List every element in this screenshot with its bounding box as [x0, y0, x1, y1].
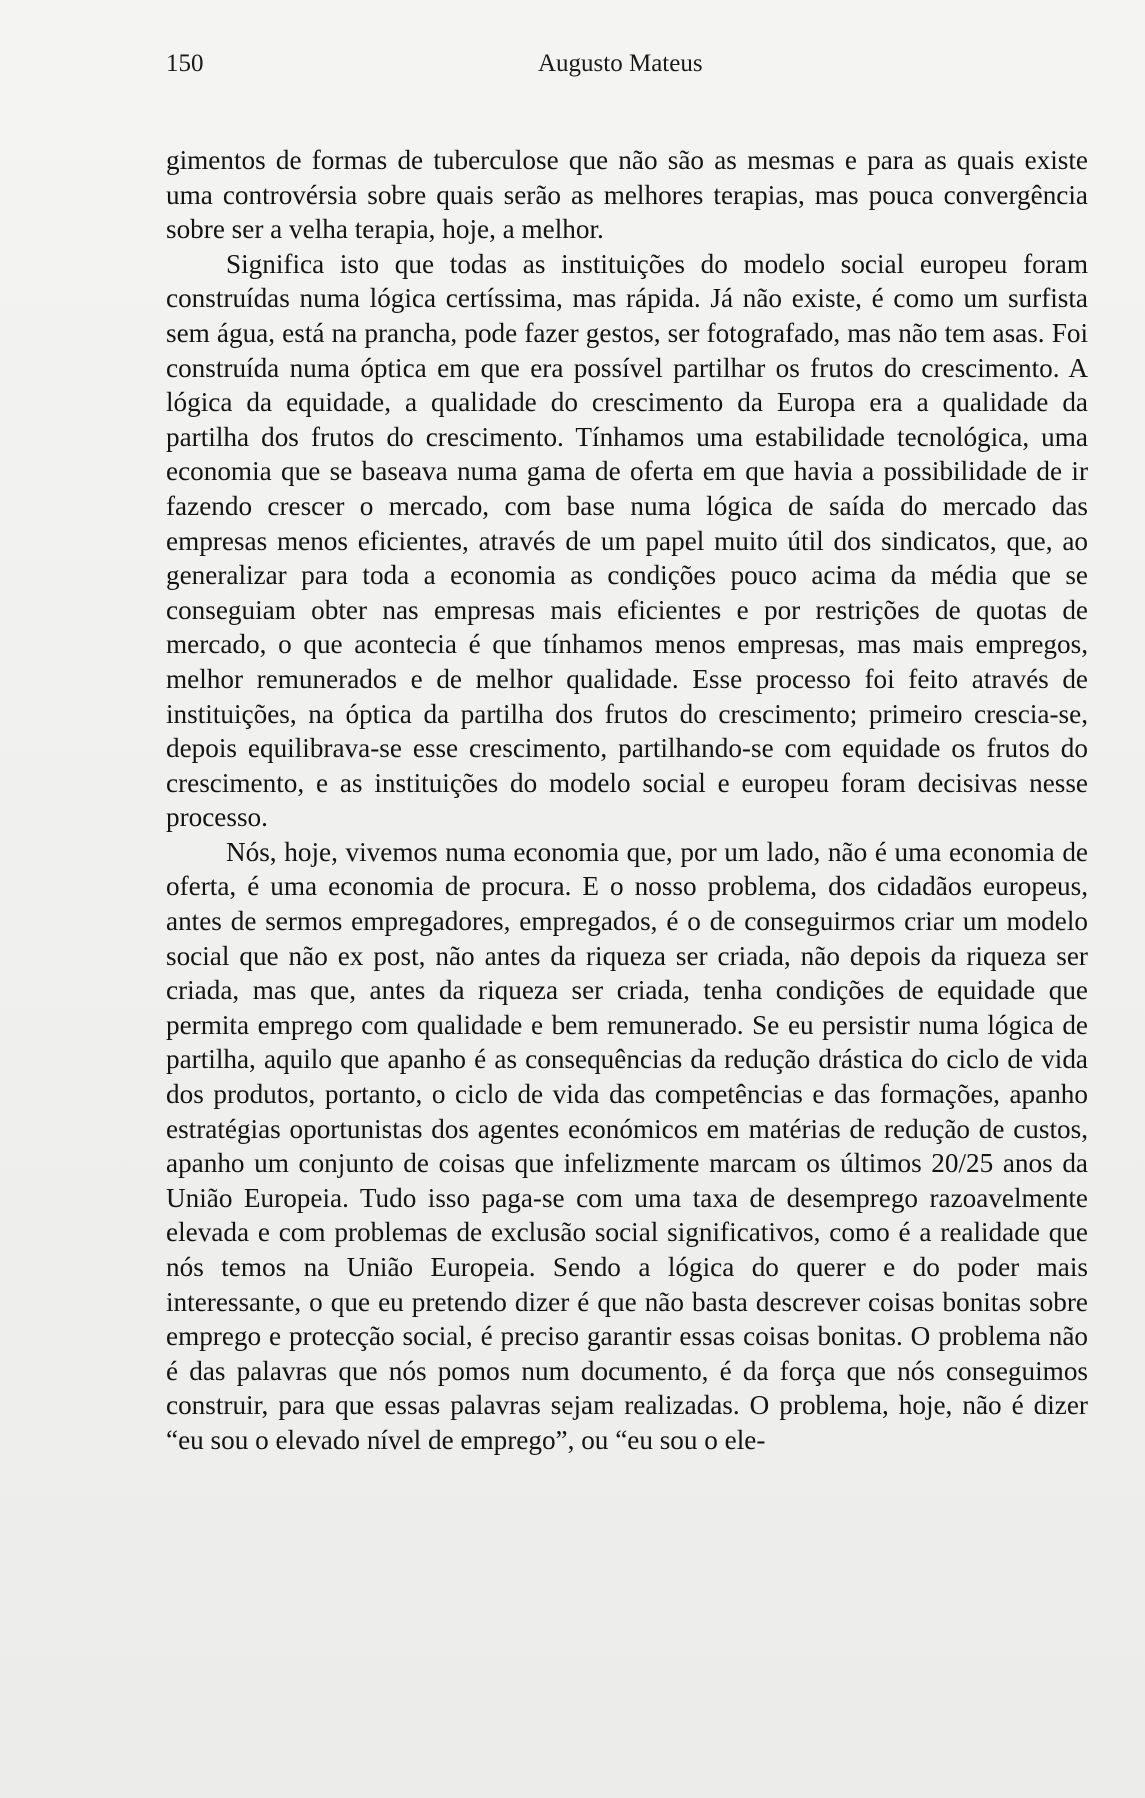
paragraph: Nós, hoje, vivemos numa economia que, por um lado, não é uma economia de oferta, é uma economia de procura. E o nosso problema, dos cidadãos europeus, antes de sermos empregadores, empregados, é o de conseguirmos criar um modelo social que não ex post, não antes da riqueza ser criada, não depois da riqueza ser criada, mas que, antes da riqueza ser criada, tenha condições de equidade que permita emprego com qualidade e bem remunerado. Se eu persistir numa lógica de partilha, aquilo que apanho é as consequências da redução drástica do ciclo de vida dos produtos, portanto, o ciclo de vida das competências e das formações, apanho estratégias oportunistas dos agentes económicos em matérias de redução de custos, apanho um conjunto de coisas que infelizmente marcam os últimos 20/25 anos da União Europeia. Tudo isso paga-se com uma taxa de desemprego razoavelmente elevada e com problemas de exclusão social significativos, como é a realidade que nós temos na União Europeia. Sendo a lógica do querer e do poder mais interessante, o que eu pretendo dizer é que não basta descrever coisas bonitas sobre emprego e protecção social, é preciso garantir essas coisas bonitas. O problema não é das palavras que nós pomos num documento, é da força que nós conseguimos construir, para que essas palavras sejam realizadas. O problema, hoje, não é dizer “eu sou o elevado nível de emprego”, ou “eu sou o ele- — [166, 836, 1088, 1455]
paragraph-continuation: gimentos de formas de tuberculose que não são as mesmas e para as quais existe uma controvérsia sobre quais serão as melhores terapias, mas pouca convergência sobre ser a velha terapia, hoje, a melhor. — [166, 145, 1088, 245]
running-head: Augusto Mateus — [538, 50, 703, 77]
paragraph: Significa isto que todas as instituições do modelo social europeu foram construídas numa lógica certíssima, mas rápida. Já não existe, é como um surfista sem água, está na prancha, pode fazer gestos, ser fotografado, mas não tem asas. Foi construída numa óptica em que era possível partilhar os frutos do crescimento. A lógica da equidade, a qualidade do crescimento da Europa era a qualidade da partilha dos frutos do crescimento. Tínhamos uma estabilidade tecnológica, uma economia que se baseava numa gama de oferta em que havia a possibilidade de ir fazendo crescer o mercado, com base numa lógica de saída do mercado das empresas menos eficientes, através de um papel muito útil dos sindicatos, que, ao generalizar para toda a economia as condições pouco acima da média que se conseguiam obter nas empresas mais eficientes e por restrições de quotas de mercado, o que acontecia é que tínhamos menos empresas, mas mais empregos, melhor remunerados e de melhor qualidade. Esse processo foi feito através de instituições, na óptica da partilha dos frutos do crescimento; primeiro crescia-se, depois equilibrava-se esse crescimento, partilhando-se com equidade os frutos do crescimento, e as instituições do modelo social e europeu foram decisivas nesse processo. — [166, 248, 1088, 833]
page-number: 150 — [166, 50, 204, 77]
body-text — [166, 143, 1088, 1458]
page-header — [166, 46, 1055, 86]
